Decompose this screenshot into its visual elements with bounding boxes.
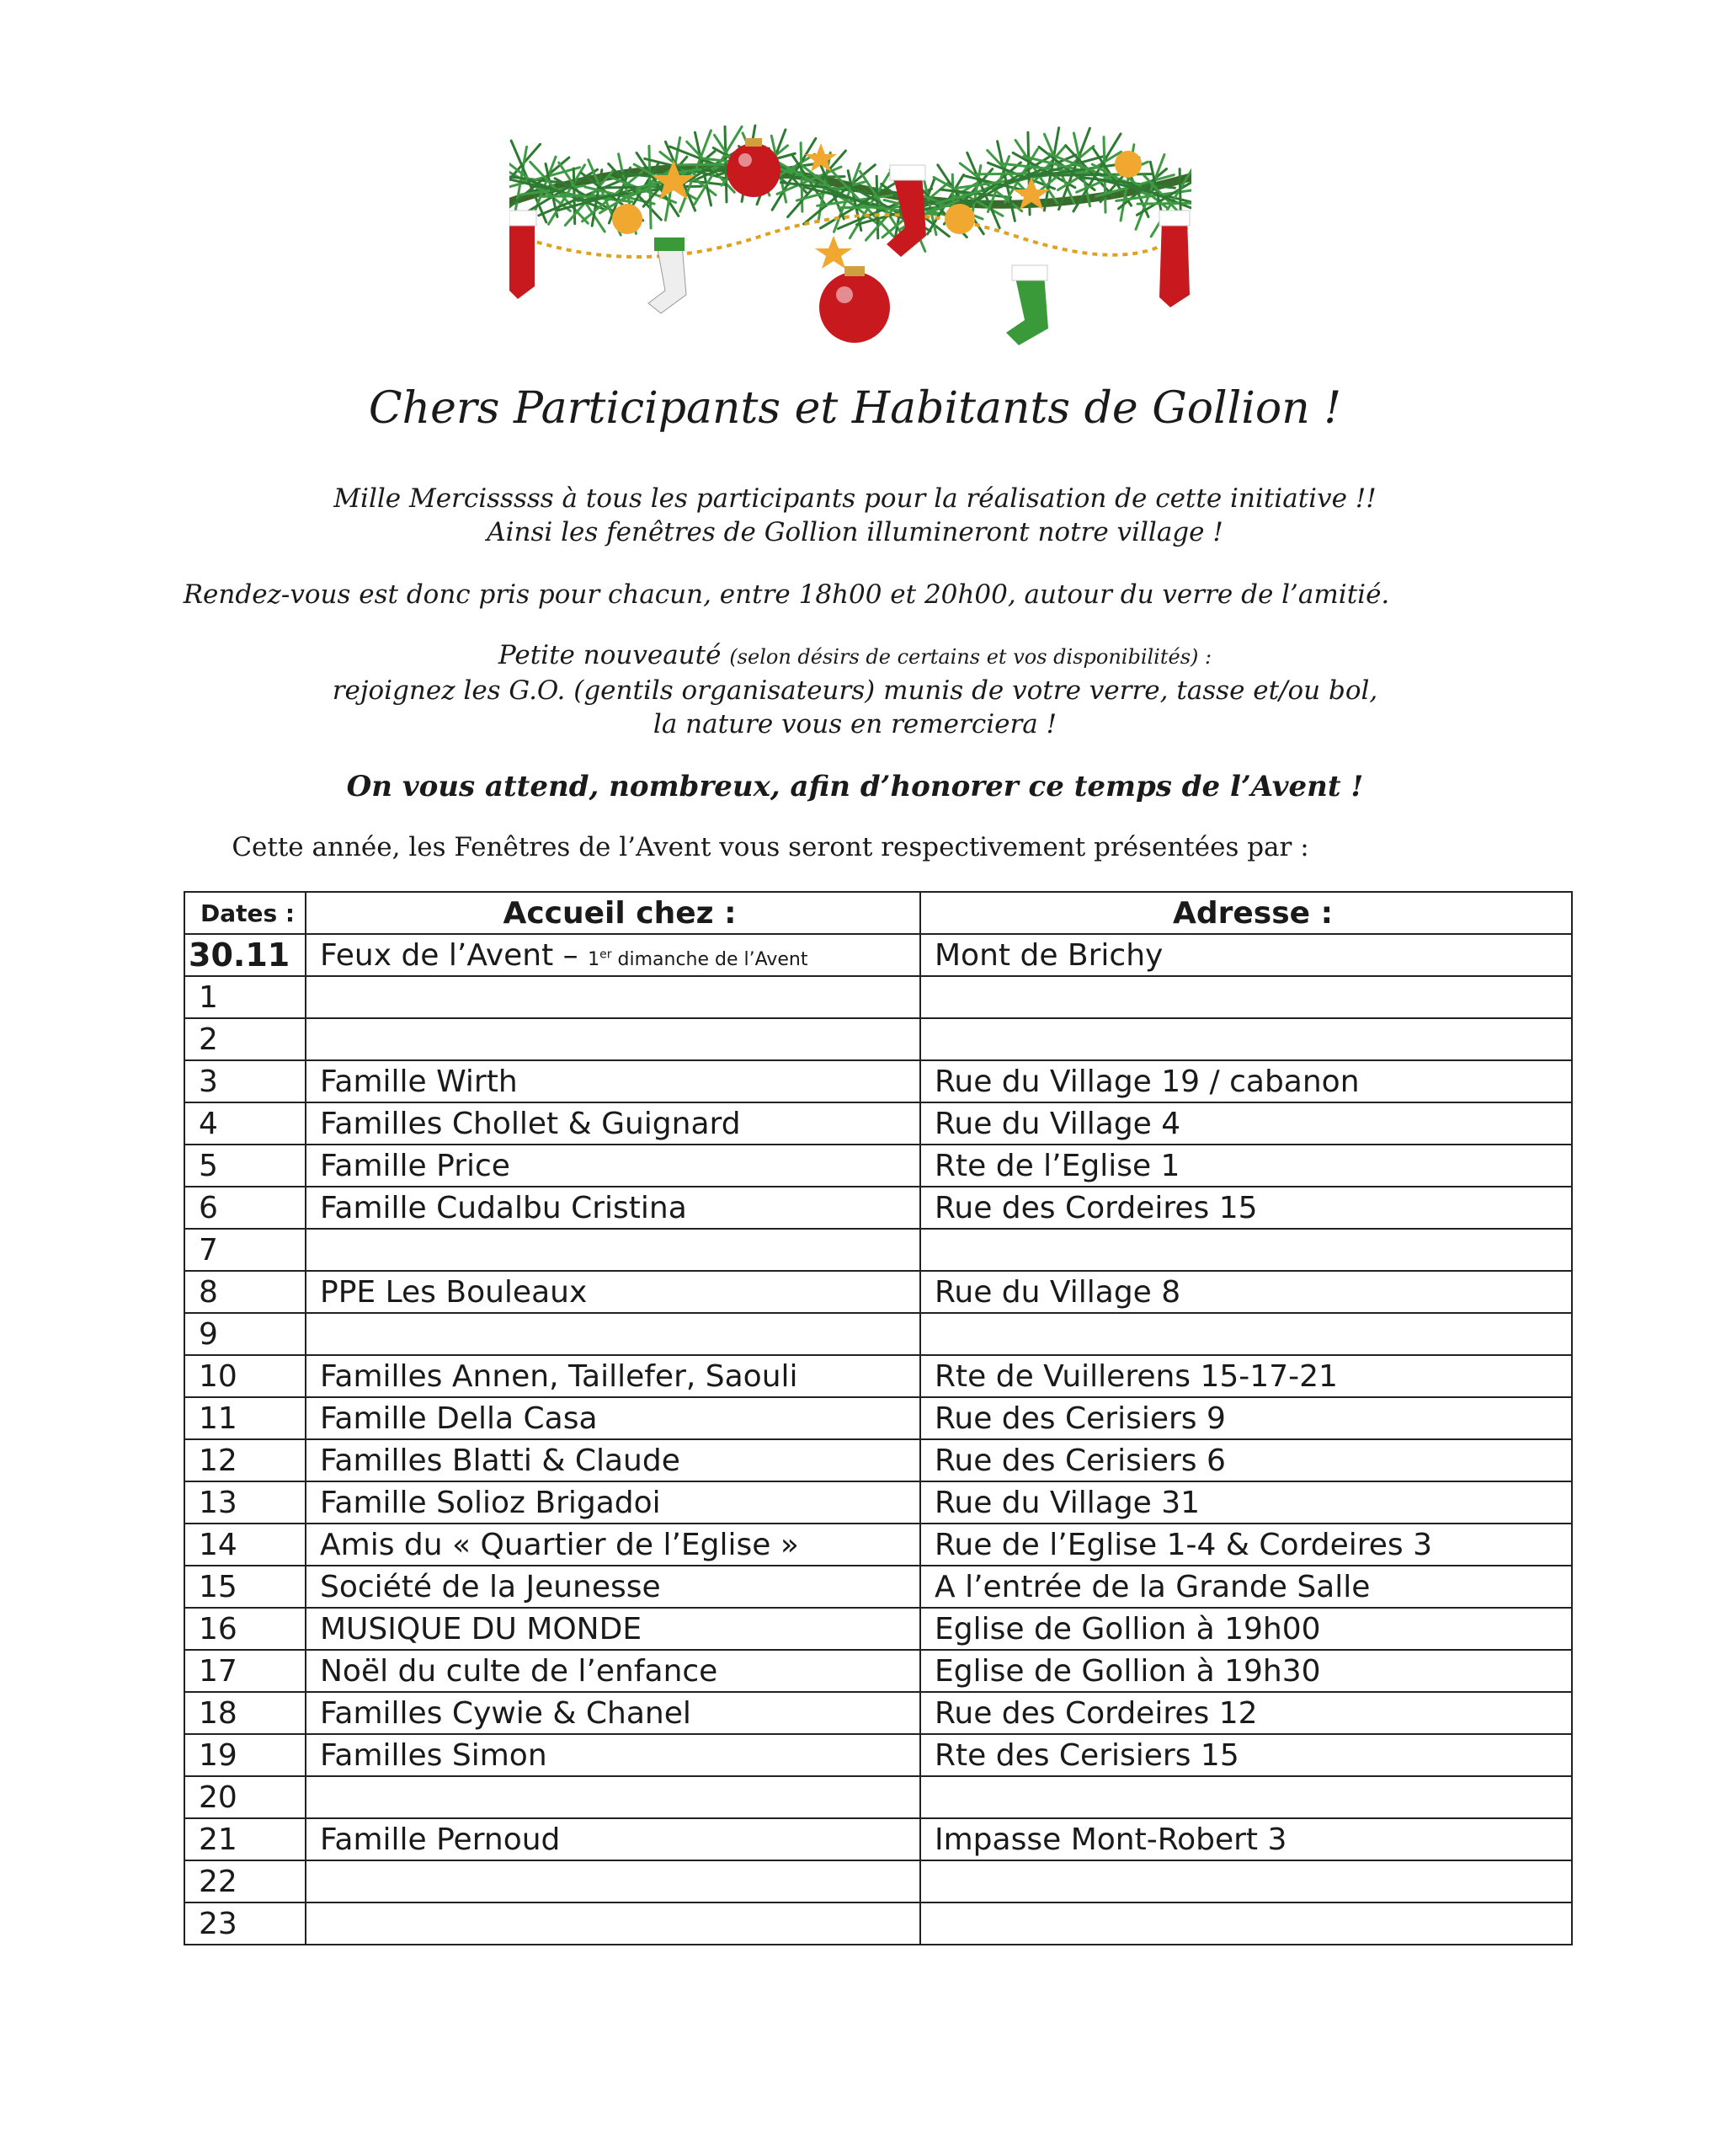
table-row [184, 1355, 1572, 1397]
row-date: 22 [184, 1860, 306, 1903]
row-address: Rte des Cerisiers 15 [920, 1734, 1572, 1776]
row-address: Rte de l’Eglise 1 [920, 1145, 1572, 1187]
novelty-lead: Petite nouveauté [498, 640, 722, 670]
row-date: 14 [184, 1524, 306, 1566]
row-host [306, 934, 920, 976]
row-host: Famille Wirth [306, 1060, 920, 1102]
row-host: Familles Blatti & Claude [306, 1439, 920, 1481]
row-host: Famille Pernoud [306, 1818, 920, 1860]
table-row [184, 1481, 1572, 1524]
first-sunday-note [588, 949, 807, 970]
row-date: 9 [184, 1313, 306, 1355]
row-date: 7 [184, 1229, 306, 1271]
row-host [306, 976, 920, 1018]
table-row [184, 1439, 1572, 1481]
row-date: 4 [184, 1102, 306, 1145]
table-row [184, 1313, 1572, 1355]
table-row [184, 1271, 1572, 1313]
table-row [184, 1397, 1572, 1439]
table-header-row [184, 892, 1572, 934]
row-address: A l’entrée de la Grande Salle [920, 1566, 1572, 1608]
row-address [920, 1903, 1572, 1945]
note-rest: dimanche de l’Avent [611, 948, 808, 970]
row-address: Eglise de Gollion à 19h00 [920, 1608, 1572, 1650]
row-address: Rue du Village 19 / cabanon [920, 1060, 1572, 1102]
header-host: Accueil chez : [306, 892, 920, 934]
row-host: Familles Cywie & Chanel [306, 1692, 920, 1734]
row-date: 13 [184, 1481, 306, 1524]
table-row [184, 1145, 1572, 1187]
row-date: 20 [184, 1776, 306, 1818]
row-date: 23 [184, 1903, 306, 1945]
row-date: 1 [184, 976, 306, 1018]
row-address: Rte de Vuillerens 15-17-21 [920, 1355, 1572, 1397]
invite-line: On vous attend, nombreux, afin d’honorer ce temps de l’Avent ! [346, 770, 1364, 803]
row-host [306, 1860, 920, 1903]
row-address: Rue de l’Eglise 1-4 & Cordeires 3 [920, 1524, 1572, 1566]
row-address: Rue des Cerisiers 9 [920, 1397, 1572, 1439]
row-date: 2 [184, 1018, 306, 1060]
header-address: Adresse : [920, 892, 1572, 934]
row-address: Rue des Cordeires 12 [920, 1692, 1572, 1734]
thanks-line-2: Ainsi les fenêtres de Gollion illumineront notre village ! [487, 517, 1223, 547]
novelty-line-1 [0, 638, 1710, 674]
page-title: Chers Participants et Habitants de Gollion ! [368, 383, 1342, 434]
row-date: 30.11 [184, 934, 306, 976]
row-address [920, 1018, 1572, 1060]
row-host: PPE Les Bouleaux [306, 1271, 920, 1313]
row-date: 17 [184, 1650, 306, 1692]
row-address: Eglise de Gollion à 19h30 [920, 1650, 1572, 1692]
row-address [920, 1229, 1572, 1271]
row-address [920, 1860, 1572, 1903]
row-address: Mont de Brichy [920, 934, 1572, 976]
table-row [184, 976, 1572, 1018]
row-host [306, 1313, 920, 1355]
table-row [184, 1776, 1572, 1818]
table-row [184, 1860, 1572, 1903]
row-host-text: Feux de l’Avent – [320, 937, 578, 973]
row-host: Famille Cudalbu Cristina [306, 1187, 920, 1229]
table-row [184, 1903, 1572, 1945]
row-date: 3 [184, 1060, 306, 1102]
row-date: 12 [184, 1439, 306, 1481]
table-row [184, 1229, 1572, 1271]
table-row [184, 1818, 1572, 1860]
row-date: 8 [184, 1271, 306, 1313]
row-address: Rue du Village 4 [920, 1102, 1572, 1145]
row-date: 18 [184, 1692, 306, 1734]
table-row [184, 1187, 1572, 1229]
table-row [184, 1650, 1572, 1692]
row-host: Société de la Jeunesse [306, 1566, 920, 1608]
row-address: Impasse Mont-Robert 3 [920, 1818, 1572, 1860]
novelty-note: (selon désirs de certains et vos disponibilités) : [729, 645, 1212, 669]
row-host: Amis du « Quartier de l’Eglise » [306, 1524, 920, 1566]
row-address [920, 976, 1572, 1018]
advent-schedule-table [184, 891, 1573, 1945]
table-row [184, 1060, 1572, 1102]
intro-line: Cette année, les Fenêtres de l’Avent vous seront respectivement présentées par : [232, 832, 1309, 862]
row-host: Famille Price [306, 1145, 920, 1187]
table-row [184, 1102, 1572, 1145]
row-date: 19 [184, 1734, 306, 1776]
row-address [920, 1313, 1572, 1355]
table-row [184, 1608, 1572, 1650]
table-row [184, 1524, 1572, 1566]
row-host [306, 1776, 920, 1818]
row-date: 11 [184, 1397, 306, 1439]
row-host: Famille Solioz Brigadoi [306, 1481, 920, 1524]
row-host [306, 1018, 920, 1060]
row-date: 5 [184, 1145, 306, 1187]
thanks-paragraph [0, 482, 1710, 549]
table-row [184, 1692, 1572, 1734]
row-host: Familles Simon [306, 1734, 920, 1776]
table-row [184, 934, 1572, 976]
christmas-garland-icon [509, 93, 1191, 354]
rendezvous-line: Rendez-vous est donc pris pour chacun, entre 18h00 et 20h00, autour du verre de l’amitié. [183, 579, 1390, 610]
table-row [184, 1018, 1572, 1060]
row-host [306, 1903, 920, 1945]
row-address: Rue du Village 8 [920, 1271, 1572, 1313]
row-date: 6 [184, 1187, 306, 1229]
table-row [184, 1566, 1572, 1608]
novelty-line-2: rejoignez les G.O. (gentils organisateurs) munis de votre verre, tasse et/ou bol, [332, 675, 1378, 706]
novelty-line-3: la nature vous en remerciera ! [653, 709, 1057, 739]
novelty-paragraph [0, 638, 1710, 741]
thanks-line-1: Mille Mercisssss à tous les participants pour la réalisation de cette initiative !! [333, 483, 1377, 514]
row-date: 21 [184, 1818, 306, 1860]
header-dates: Dates : [184, 892, 306, 934]
row-address: Rue des Cerisiers 6 [920, 1439, 1572, 1481]
row-host: Familles Chollet & Guignard [306, 1102, 920, 1145]
row-host: Noël du culte de l’enfance [306, 1650, 920, 1692]
row-host: Famille Della Casa [306, 1397, 920, 1439]
row-host: Familles Annen, Taillefer, Saouli [306, 1355, 920, 1397]
row-host [306, 1229, 920, 1271]
table-row [184, 1734, 1572, 1776]
row-address: Rue des Cordeires 15 [920, 1187, 1572, 1229]
row-address: Rue du Village 31 [920, 1481, 1572, 1524]
row-address [920, 1776, 1572, 1818]
row-date: 15 [184, 1566, 306, 1608]
row-date: 10 [184, 1355, 306, 1397]
note-num: 1 [588, 948, 600, 970]
row-date: 16 [184, 1608, 306, 1650]
note-sup: er [599, 947, 612, 962]
row-host: MUSIQUE DU MONDE [306, 1608, 920, 1650]
